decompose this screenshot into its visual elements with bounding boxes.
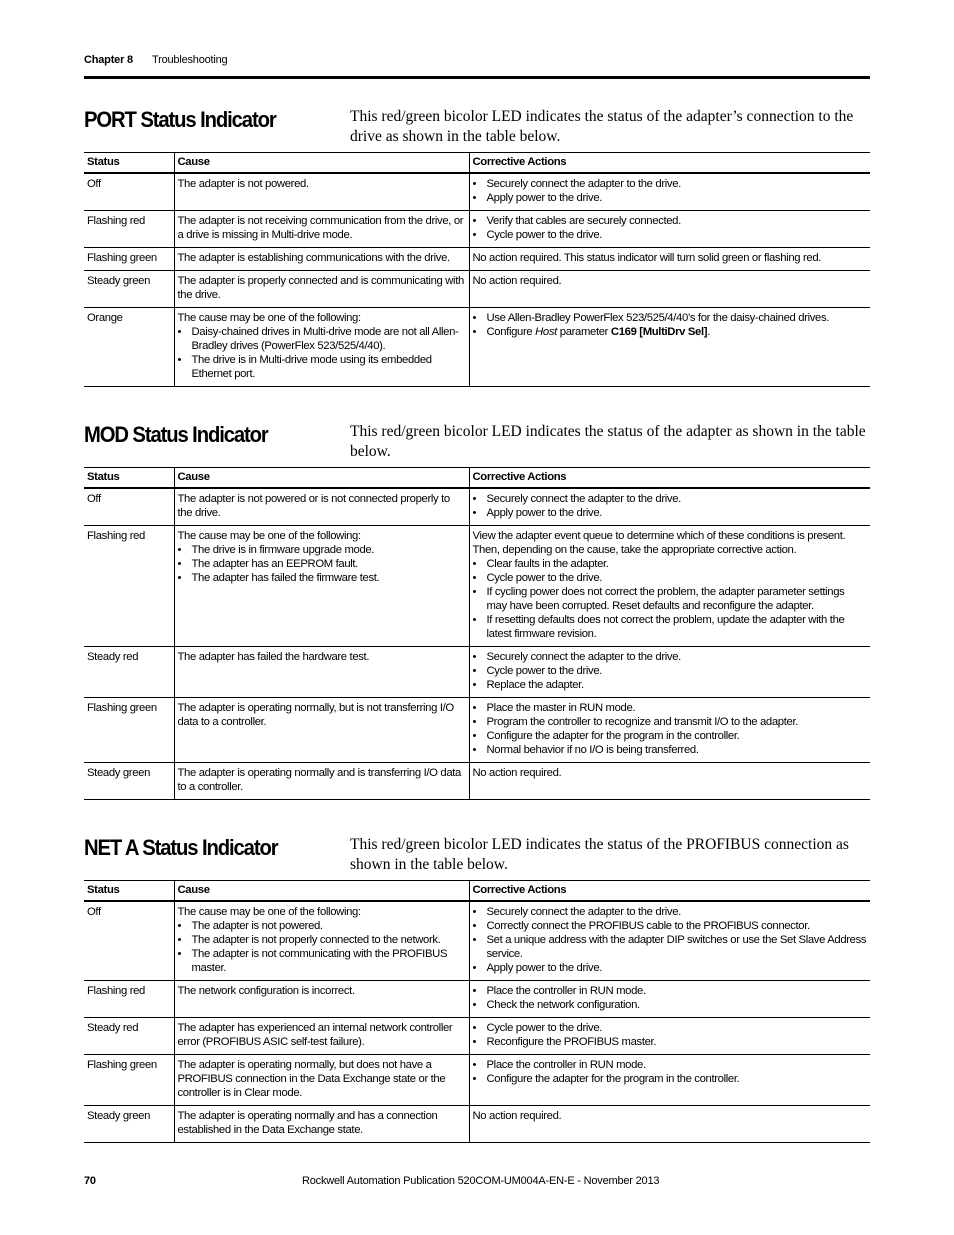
column-header: Corrective Actions — [469, 468, 870, 489]
table-row — [84, 308, 870, 387]
action-item: • Replace the adapter. — [473, 678, 868, 692]
cause-text: The adapter has failed the hardware test. — [177, 651, 370, 663]
table-row — [84, 1055, 870, 1106]
actions-cell — [469, 981, 870, 1018]
section-title: PORT Status Indicator — [84, 107, 276, 132]
action-text: No action required. — [472, 767, 562, 779]
table-row — [84, 981, 870, 1018]
cause-item: • The adapter has failed the firmware test. — [178, 571, 466, 585]
action-item: • Reconfigure the PROFIBUS master. — [473, 1035, 868, 1049]
cause-cell — [174, 526, 469, 647]
cause-item: • The adapter is not properly connected to the network. — [178, 933, 466, 947]
cause-text: The adapter is operating normally and has a connection established in the Data Exchange state. — [177, 1110, 438, 1136]
cause-text: The cause may be one of the following: — [177, 906, 361, 918]
action-item: • Securely connect the adapter to the drive. — [473, 177, 868, 191]
cause-cell — [174, 901, 469, 981]
column-header: Status — [84, 153, 174, 174]
cause-text: The adapter is not powered. — [177, 178, 309, 190]
cause-text: The adapter is not receiving communication from the drive, or a drive is missing in Multi-drive mode. — [177, 215, 464, 241]
section-title: NET A Status Indicator — [84, 835, 278, 860]
action-text: No action required. — [472, 1110, 562, 1122]
actions-list — [473, 1021, 868, 1049]
actions-list — [473, 492, 868, 520]
column-header: Status — [84, 468, 174, 489]
section-intro: This red/green bicolor LED indicates the status of the adapter’s connection to the drive as shown in the table below. — [350, 108, 854, 145]
action-item: • Correctly connect the PROFIBUS cable to the PROFIBUS connector. — [473, 919, 868, 933]
column-header: Cause — [174, 468, 469, 489]
status-table — [84, 467, 870, 800]
table-row — [84, 526, 870, 647]
header-row — [84, 153, 870, 174]
action-item: • Configure the adapter for the program in the controller. — [473, 729, 868, 743]
table-row — [84, 271, 870, 308]
action-text: View the adapter event queue to determine which of these conditions is present. Then, depending on the cause, take the appropriate corrective action. — [472, 530, 846, 556]
status-cell: Steady green — [84, 1106, 174, 1143]
table-row — [84, 211, 870, 248]
cause-item: • Daisy-chained drives in Multi-drive mode are not all Allen-Bradley drives (PowerFlex 523/525/4/40). — [178, 325, 466, 353]
action-item: • Apply power to the drive. — [473, 506, 868, 520]
cause-cell — [174, 1055, 469, 1106]
table-row — [84, 1106, 870, 1143]
action-item: • Configure the adapter for the program in the controller. — [473, 1072, 868, 1086]
cause-list — [178, 325, 466, 381]
actions-cell — [469, 1018, 870, 1055]
section-label: Troubleshooting — [152, 54, 228, 66]
status-cell: Flashing red — [84, 211, 174, 248]
cause-cell — [174, 1106, 469, 1143]
column-header: Cause — [174, 881, 469, 902]
cause-cell — [174, 173, 469, 211]
action-item: • Place the master in RUN mode. — [473, 701, 868, 715]
chapter-label: Chapter 8 — [84, 54, 133, 66]
actions-cell — [469, 211, 870, 248]
cause-text: The adapter is establishing communications with the drive. — [177, 252, 450, 264]
actions-cell — [469, 698, 870, 763]
table-row — [84, 488, 870, 526]
action-item: • Clear faults in the adapter. — [473, 557, 868, 571]
actions-cell — [469, 173, 870, 211]
actions-list — [473, 984, 868, 1012]
actions-list — [473, 1058, 868, 1086]
column-header: Cause — [174, 153, 469, 174]
actions-cell — [469, 488, 870, 526]
table-row — [84, 763, 870, 800]
cause-text: The adapter is operating normally, but is not transferring I/O data to a controller. — [177, 702, 454, 728]
status-cell: Orange — [84, 308, 174, 387]
action-item: • If cycling power does not correct the problem, the adapter parameter settings may have been corrupted. Reset defaults and reconfigure the adapter. — [473, 585, 868, 613]
actions-list — [473, 905, 868, 975]
cause-cell — [174, 248, 469, 271]
action-item: • Apply power to the drive. — [473, 961, 868, 975]
cause-item: • The drive is in Multi-drive mode using its embedded Ethernet port. — [178, 353, 466, 381]
actions-cell — [469, 271, 870, 308]
page-number: 70 — [84, 1175, 96, 1187]
table-row — [84, 1018, 870, 1055]
cause-cell — [174, 647, 469, 698]
cause-cell — [174, 211, 469, 248]
cause-cell — [174, 308, 469, 387]
actions-list — [473, 214, 868, 242]
actions-cell — [469, 763, 870, 800]
header-row — [84, 468, 870, 489]
status-cell: Flashing green — [84, 248, 174, 271]
table-row — [84, 901, 870, 981]
cause-list — [178, 919, 466, 975]
param-host: Host — [535, 326, 557, 338]
actions-cell — [469, 901, 870, 981]
action-item: • Place the controller in RUN mode. — [473, 1058, 868, 1072]
table-row — [84, 173, 870, 211]
action-item: • Cycle power to the drive. — [473, 571, 868, 585]
action-item: • If resetting defaults does not correct the problem, update the adapter with the latest firmware revision. — [473, 613, 868, 641]
table-row — [84, 248, 870, 271]
actions-list — [473, 177, 868, 205]
cause-text: The cause may be one of the following: — [177, 530, 361, 542]
action-item: • Place the controller in RUN mode. — [473, 984, 868, 998]
actions-cell — [469, 308, 870, 387]
cause-text: The cause may be one of the following: — [177, 312, 361, 324]
action-text: No action required. — [472, 275, 562, 287]
action-item: • Apply power to the drive. — [473, 191, 868, 205]
action-item: • Cycle power to the drive. — [473, 228, 868, 242]
actions-cell — [469, 1106, 870, 1143]
status-cell: Flashing red — [84, 526, 174, 647]
status-cell: Off — [84, 901, 174, 981]
action-text: No action required. This status indicator will turn solid green or flashing red. — [472, 252, 822, 264]
cause-cell — [174, 763, 469, 800]
cause-list — [178, 543, 466, 585]
action-item: • Cycle power to the drive. — [473, 1021, 868, 1035]
cause-item: • The drive is in firmware upgrade mode. — [178, 543, 466, 557]
actions-list — [473, 650, 868, 692]
status-cell: Off — [84, 488, 174, 526]
table-row — [84, 698, 870, 763]
action-item: • Program the controller to recognize and transmit I/O to the adapter. — [473, 715, 868, 729]
actions-list — [473, 311, 868, 339]
section-intro: This red/green bicolor LED indicates the status of the adapter as shown in the table below. — [350, 423, 866, 460]
status-cell: Flashing green — [84, 1055, 174, 1106]
cause-item: • The adapter is not communicating with the PROFIBUS master. — [178, 947, 466, 975]
status-table — [84, 152, 870, 387]
column-header: Status — [84, 881, 174, 902]
cause-cell — [174, 488, 469, 526]
page-header — [84, 52, 870, 79]
status-cell: Steady red — [84, 1018, 174, 1055]
action-item: • Configure Host parameter C169 [MultiDrv Sel]. — [473, 325, 868, 339]
section-title: MOD Status Indicator — [84, 422, 268, 447]
section-intro: This red/green bicolor LED indicates the status of the PROFIBUS connection as shown in the table below. — [350, 836, 849, 873]
action-item: • Cycle power to the drive. — [473, 664, 868, 678]
param-name: C169 [MultiDrv Sel] — [610, 326, 708, 338]
status-cell: Steady green — [84, 271, 174, 308]
actions-cell — [469, 526, 870, 647]
action-item: • Securely connect the adapter to the drive. — [473, 492, 868, 506]
cause-item: • The adapter has an EEPROM fault. — [178, 557, 466, 571]
actions-cell — [469, 248, 870, 271]
actions-list — [473, 701, 868, 757]
status-cell: Flashing red — [84, 981, 174, 1018]
table-row — [84, 647, 870, 698]
status-cell: Steady green — [84, 763, 174, 800]
publication-info: Rockwell Automation Publication 520COM-UM004A-EN-E - November 2013 — [302, 1175, 660, 1187]
column-header: Corrective Actions — [469, 881, 870, 902]
header-row — [84, 881, 870, 902]
cause-cell — [174, 698, 469, 763]
column-header: Corrective Actions — [469, 153, 870, 174]
status-cell: Off — [84, 173, 174, 211]
cause-text: The adapter is operating normally and is transferring I/O data to a controller. — [177, 767, 461, 793]
action-item: • Use Allen-Bradley PowerFlex 523/525/4/40’s for the daisy-chained drives. — [473, 311, 868, 325]
cause-text: The adapter is not powered or is not connected properly to the drive. — [177, 493, 450, 519]
cause-text: The adapter is properly connected and is communicating with the drive. — [177, 275, 464, 301]
action-item: • Verify that cables are securely connected. — [473, 214, 868, 228]
status-cell: Flashing green — [84, 698, 174, 763]
action-item: • Securely connect the adapter to the drive. — [473, 905, 868, 919]
action-item: • Check the network configuration. — [473, 998, 868, 1012]
cause-item: • The adapter is not powered. — [178, 919, 466, 933]
cause-cell — [174, 981, 469, 1018]
cause-text: The adapter is operating normally, but does not have a PROFIBUS connection in the Data Exchange state or the controller is in Clear mode. — [177, 1059, 446, 1099]
status-table — [84, 880, 870, 1143]
cause-text: The network configuration is incorrect. — [177, 985, 355, 997]
action-item: • Set a unique address with the adapter DIP switches or use the Set Slave Address service. — [473, 933, 868, 961]
actions-cell — [469, 647, 870, 698]
actions-cell — [469, 1055, 870, 1106]
action-item: • Normal behavior if no I/O is being transferred. — [473, 743, 868, 757]
action-item: • Securely connect the adapter to the drive. — [473, 650, 868, 664]
status-cell: Steady red — [84, 647, 174, 698]
cause-cell — [174, 1018, 469, 1055]
actions-list — [473, 557, 868, 641]
cause-cell — [174, 271, 469, 308]
cause-text: The adapter has experienced an internal network controller error (PROFIBUS ASIC self-test failure). — [177, 1022, 453, 1048]
